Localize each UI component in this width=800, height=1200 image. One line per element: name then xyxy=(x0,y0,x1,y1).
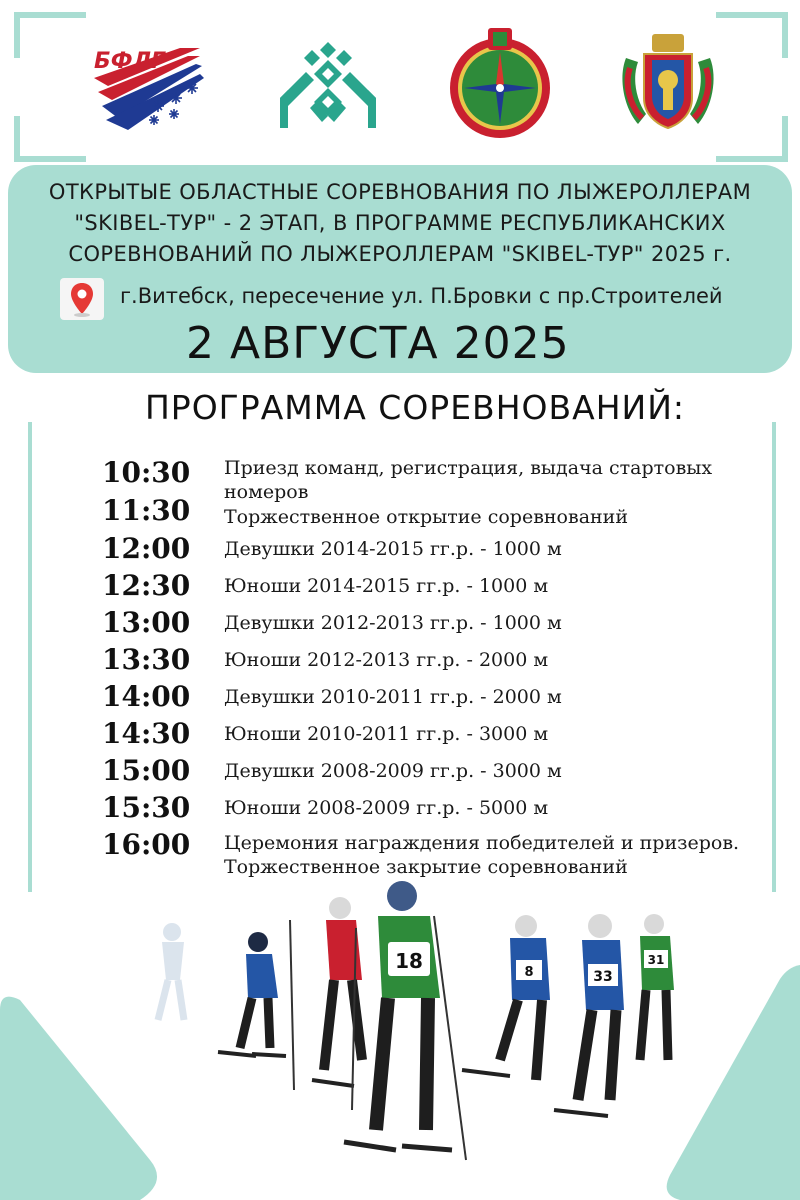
athlete-bib-8: 8 xyxy=(524,965,534,980)
schedule-time: 16:00 xyxy=(102,828,191,861)
schedule-time: 12:00 xyxy=(102,532,191,565)
map-pin-icon xyxy=(60,278,104,320)
schedule-text: Юноши 2010-2011 гг.р. - 3000 м xyxy=(224,723,549,745)
event-date: 2 АВГУСТА 2025 xyxy=(186,318,570,369)
schedule-text: Девушки 2012-2013 гг.р. - 1000 м xyxy=(224,612,562,634)
event-title-line-3: СОРЕВНОВАНИЙ ПО ЛЫЖЕРОЛЛЕРАМ "SKIBEL-ТУР" 2025 г. xyxy=(68,242,732,266)
event-title-line-2: "SKIBEL-ТУР" - 2 ЭТАП, В ПРОГРАММЕ РЕСПУБЛИКАНСКИХ xyxy=(74,211,726,235)
sport-committee-emblem xyxy=(448,26,552,146)
schedule-time: 12:30 xyxy=(102,569,191,602)
schedule-time: 15:30 xyxy=(102,791,191,824)
corner-bracket-top-left xyxy=(14,12,86,58)
vitebsk-coat-of-arms xyxy=(616,28,720,148)
athlete-bib-33: 33 xyxy=(593,969,613,985)
location-text: г.Витебск, пересечение ул. П.Бровки с пр.Строителей xyxy=(120,284,723,308)
athlete-bib-18: 18 xyxy=(395,949,423,973)
schedule-text: Девушки 2008-2009 гг.р. - 3000 м xyxy=(224,760,562,782)
athlete-bib-31: 31 xyxy=(647,953,665,967)
divider-left xyxy=(28,422,32,892)
schedule-text: Девушки 2010-2011 гг.р. - 2000 м xyxy=(224,686,562,708)
schedule-time: 14:30 xyxy=(102,717,191,750)
schedule-time: 13:00 xyxy=(102,606,191,639)
schedule-time: 14:00 xyxy=(102,680,191,713)
schedule-time: 15:00 xyxy=(102,754,191,787)
program-title: ПРОГРАММА СОРЕВНОВАНИЙ: xyxy=(144,388,685,427)
schedule-text: Церемония награждения победителей и призеров. Торжественное закрытие соревнований xyxy=(224,832,740,878)
schedule-text: Юноши 2008-2009 гг.р. - 5000 м xyxy=(224,797,549,819)
event-title-line-1: ОТКРЫТЫЕ ОБЛАСТНЫЕ СОРЕВНОВАНИЯ ПО ЛЫЖЕРОЛЛЕРАМ xyxy=(48,180,752,204)
corner-bracket-bottom-right xyxy=(716,116,788,162)
schedule-time: 11:30 xyxy=(102,494,191,527)
corner-bracket-bottom-left xyxy=(14,116,86,162)
schedule-text: Приезд команд, регистрация, выдача стартовых номеров xyxy=(224,457,713,503)
schedule-text: Девушки 2014-2015 гг.р. - 1000 м xyxy=(224,538,562,560)
schedule-text: Торжественное открытие соревнований xyxy=(224,506,629,528)
schedule-text: Юноши 2014-2015 гг.р. - 1000 м xyxy=(224,575,549,597)
corner-bracket-top-right xyxy=(716,12,788,58)
schedule-time: 13:30 xyxy=(102,643,191,676)
schedule-time: 10:30 xyxy=(102,456,191,489)
bflg-logo xyxy=(88,40,210,160)
schedule-text: Юноши 2012-2013 гг.р. - 2000 м xyxy=(224,649,549,671)
roller-skiers-illustration xyxy=(140,880,700,1180)
ornament-logo xyxy=(276,38,380,158)
bflg-logo-text: БФЛГ xyxy=(94,49,165,74)
event-location xyxy=(60,278,750,322)
